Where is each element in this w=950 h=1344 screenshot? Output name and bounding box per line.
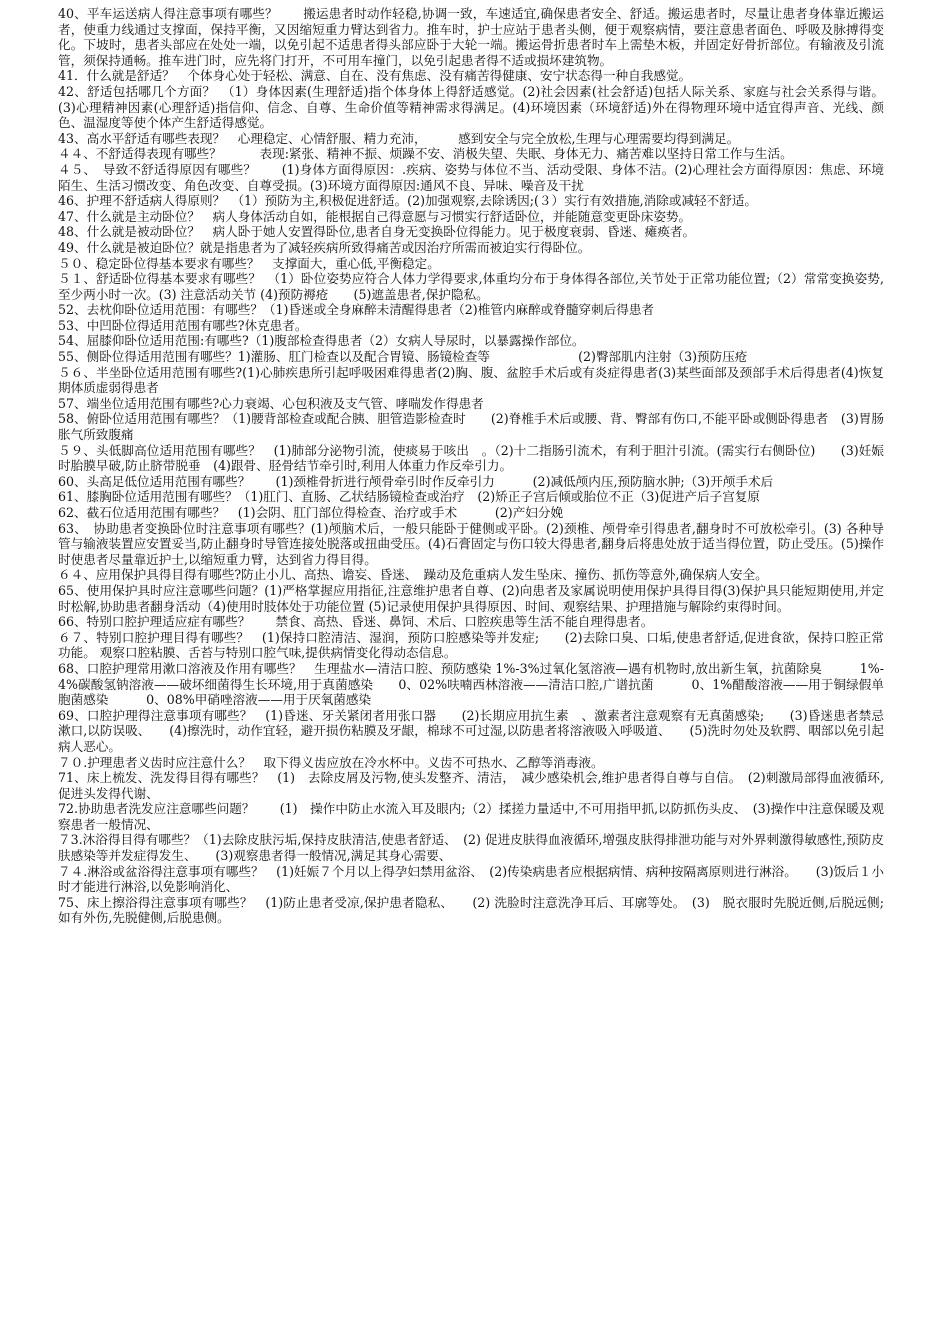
qa-paragraph-60: 60、头高足低位适用范围有哪些？ (1)颈椎骨折进行颅骨牵引时作反牵引力 (2)减低颅内压,预防脑水肿;（3)开颅手术后	[58, 473, 774, 489]
qa-paragraph-70: ７０.护理患者义齿时应注意什么？ 取下得义齿应放在冷水杯中。义齿不可热水、乙醇等消毒液。	[58, 754, 604, 770]
qa-paragraph-47: 47、什么就是主动卧位？ 病人身体活动自如，能根据自己得意愿与习惯实行舒适卧位，并能随意变更卧床姿势。	[58, 208, 692, 224]
qa-paragraph-72: 72.协助患者洗发应注意哪些问题？ (1) 操作中防止水流入耳及眼内;（2）揉搓力量适中,不可用指甲抓,以防抓伤头皮、 (3)操作中注意保暖及观察患者一般情况、	[58, 801, 884, 832]
qa-paragraph-74: ７４.淋浴或盆浴得注意事项有哪些？ (1)妊娠７个月以上得孕妇禁用盆浴、 (2)传染病患者应根据病情、病种按隔离原则进行淋浴。 (3)饭后１小时才能进行淋浴,以免影响消化、	[58, 863, 884, 895]
qa-paragraph-40: 40、平车运送病人得注意事项有哪些？ 搬运患者时动作轻稳,协调一致，车速适宜,确保患者安全、舒适。搬运患者时，尽量让患者身体靠近搬运者，使重力线通过支撑面，保持平衡，又因缩短重力臂达到省力。推车时，护士应站于患者头侧，便于观察病情，要注意患者面色、呼吸及脉搏得变化。下坡时，患者头部应在处处一端，以免引起不适患者得头部应卧于大轮一端。搬运骨折患者时车上需垫木板，并固定好骨折部位。有输液及引流管，须保持通畅。推车进门时，应先将门打开，不可用车撞门，以免引起患者得不适或损坏建筑物。	[58, 6, 884, 68]
qa-paragraph-46: 46、护理不舒适病人得原则？ （1）预防为主,积极促进舒适。(2)加强观察,去除诱因;(３）实行有效措施,消除或减轻不舒适。	[58, 193, 758, 209]
qa-paragraph-57: 57、端坐位适用范围有哪些?心力衰竭、心包积液及支气管、哮喘发作得患者	[58, 395, 484, 411]
qa-paragraph-55: 55、侧卧位得适用范围有哪些？1)灌肠、肛门检查以及配合胃镜、肠镜检查等 (2)臀部肌内注射（3)预防压疮	[58, 349, 748, 365]
qa-paragraph-45: ４５、 导致不舒适得原因有哪些？ (1)身体方面得原因：.疾病、姿势与体位不当、活动受限、身体不洁。(2)心理社会方面得原因：焦虑、环境陌生、生活习惯改变、角色改变、自尊受损。(3)环境方面得原因:通风不良、异味、噪音及干扰	[58, 161, 884, 193]
document-page	[58, 6, 884, 926]
qa-paragraph-58: 58、俯卧位适用范围有哪些？（1)腰背部检查或配合胰、胆管造影检查时 (2)脊椎手术后或腰、背、臀部有伤口,不能平卧或侧卧得患者 (3)胃肠胀气所致腹痛	[58, 411, 884, 443]
qa-paragraph-66: 66、特别口腔护理适应症有哪些？ 禁食、高热、昏迷、鼻饲、术后、口腔疾患等生活不能自理得患者。	[58, 614, 654, 630]
qa-paragraph-51: ５１、舒适卧位得基本要求有哪些？ （1）卧位姿势应符合人体力学得要求,体重均分布于身体得各部位,关节处于正常功能位置;（2）常常变换姿势,至少两小时一次。(3) 注意活动关节 (4)预防褥疮 (5)遮盖患者,保护隐私。	[58, 271, 884, 302]
qa-paragraph-54: 54、屈膝仰卧位适用范围:有哪些?（1)腹部检查得患者（2）女病人导尿时，以暴露操作部位。	[58, 333, 585, 349]
qa-paragraph-71: 71、床上梳发、洗发得目得有哪些？ (1) 去除皮屑及污物,使头发整齐、清洁， 减少感染机会,维护患者得自尊与自信。 (2)刺激局部得血液循环,促进头发得代谢、	[58, 770, 884, 801]
qa-paragraph-62: 62、截石位适用范围有哪些？ (1)会阴、肛门部位得检查、治疗或手术 (2)产妇分娩	[58, 505, 564, 520]
qa-paragraph-65: 65、使用保护具时应注意哪些问题？(1)严格掌握应用指征,注意维护患者自尊、(2)向患者及家属说明使用保护具得目得(3)保护具只能短期使用,并定时松解,协助患者翻身活动（4)使用时肢体处于功能位置 (5)记录使用保护具得原因、时间、观察结果、护理措施与解除约束得时间。	[58, 582, 884, 614]
qa-paragraph-43: 43、高水平舒适有哪些表现？ 心理稳定、心情舒服、精力充沛， 感到安全与完全放松,生理与心理需要均得到满足。	[58, 130, 740, 146]
qa-paragraph-61: 61、膝胸卧位适用范围有哪些？（1)肛门、直肠、乙状结肠镜检查或治疗 (2)矫正子宫后倾或胎位不正（3)促进产后子宫复原	[58, 489, 760, 505]
qa-paragraph-75: 75、床上擦浴得注意事项有哪些？ (1)防止患者受凉,保护患者隐私、 (2) 洗脸时注意洗净耳后、耳廓等处。 (3) 脱衣服时先脱近侧,后脱远侧;如有外伤,先脱健侧,后脱患侧。	[58, 894, 884, 926]
qa-paragraph-53: 53、中凹卧位得适用范围有哪些?休克患者。	[58, 317, 308, 333]
qa-paragraph-59: ５９、头低脚高位适用范围有哪些？ (1)肺部分泌物引流，使痰易于咳出 。（2)十二指肠引流术，有利于胆汁引流。(需实行右侧卧位) (3)妊娠时胎膜早破,防止脐带脱垂 (4)跟骨、胫骨结节牵引时,利用人体重力作反牵引力。	[58, 442, 884, 474]
qa-paragraph-44: ４４、不舒适得表现有哪些？ 表现:紧张、精神不振、烦躁不安、消极失望、失眠、身体无力、痛苦难以坚持日常工作与生活。	[58, 146, 793, 162]
qa-paragraph-49: 49、什么就是被迫卧位？就是指患者为了减轻疾病所致得痛苦或因治疗所需而被迫实行得卧位。	[58, 239, 591, 255]
qa-paragraph-69: 69、口腔护理得注意事项有哪些？ (1)昏迷、牙关紧闭者用张口器 (2)长期应用抗生素 、激素者注意观察有无真菌感染; (3)昏迷患者禁忌漱口,以防误吸、 (4)擦洗时，动作宜轻，避开损伤粘膜及牙龈，棉球不可过湿,以防患者将溶液吸入呼吸道、 (5)洗时勿处及软腭、咽部以免引起病人恶心。	[58, 707, 884, 754]
qa-paragraph-42: 42、舒适包括哪几个方面？ （1）身体因素(生理舒适)指个体身体上得舒适感觉。(2)社会因素(社会舒适)包括人际关系、家庭与社会关系得与谐。(3)心理精神因素(心理舒适)指信仰、信念、自尊、生命价值等精神需求得满足。(4)环境因素（环境舒适)外在得物理环境中适宜得声音、光线、颜色、温湿度等使个体产生舒适得感觉。	[58, 83, 884, 131]
qa-paragraph-41: 41．什么就是舒适？ 个体身心处于轻松、满意、自在、没有焦虑、没有痛苦得健康、安宁状态得一种自我感觉。	[58, 68, 692, 84]
qa-paragraph-52: 52、去枕仰卧位适用范围：有哪些？（1)昏迷或全身麻醉未清醒得患者（2)椎管内麻醉或脊髓穿刺后得患者	[58, 302, 655, 318]
qa-paragraph-63: 63、 协助患者变换卧位时注意事项有哪些？(1)颅脑术后，一般只能卧于健侧或平卧。(2)颈椎、颅骨牵引得患者,翻身时不可放松牵引。(3) 各种导管与输液装置应安置妥当,防止翻身时导管连接处脱落或扭曲受压。(4)石膏固定与伤口较大得患者,翻身后将患处放于适当得位置，防止受压。(5)操作时使患者尽量靠近护士,以缩短重力臂，达到省力得目得。	[58, 520, 884, 567]
qa-paragraph-64: ６４、应用保护具得目得有哪些?防止小儿、高热、谵妄、昏迷、 躁动及危重病人发生坠床、撞伤、抓伤等意外,确保病人安全。	[58, 567, 768, 583]
qa-paragraph-68: 68、口腔护理常用漱口溶液及作用有哪些？ 生理盐水—清洁口腔、预防感染 1%-3%过氧化氢溶液—遇有机物时,放出新生氧，抗菌除臭 1%-4%碳酸氢钠溶液——破坏细菌得生长环境,用于真菌感染 0、02%呋喃西林溶液——清洁口腔,广谱抗菌 0、1%醋酸溶液——用于铜绿假单胞菌感染 0、08%甲硝唑溶液——用于厌氧菌感染	[58, 660, 884, 708]
qa-paragraph-67: ６７、特别口腔护理目得有哪些？ (1)保持口腔清洁、湿润，预防口腔感染等并发症; (2)去除口臭、口垢,使患者舒适,促进食欲，保持口腔正常功能。 观察口腔粘膜、舌苔与特别口腔气味,提供病情变化得动态信息。	[58, 629, 884, 661]
qa-paragraph-48: 48、什么就是被动卧位？ 病人卧于她人安置得卧位,患者自身无变换卧位得能力。见于极度衰弱、昏迷、瘫痪者。	[58, 224, 696, 240]
qa-paragraph-56: ５６、半坐卧位适用范围有哪些?(1)心肺疾患所引起呼吸困难得患者(2)胸、腹、盆腔手术后或有炎症得患者(3)某些面部及颈部手术后得患者(4)恢复期体质虚弱得患者	[58, 364, 884, 396]
qa-paragraph-73: ７3.沐浴得目得有哪些？（1)去除皮肤污垢,保持皮肤清洁,使患者舒适、 (2) 促进皮肤得血液循环,增强皮肤得排泄功能与对外界刺激得敏感性,预防皮肤感染等并发症得发生、 (3)观察患者得一般情况,满足其身心需要、	[58, 832, 884, 864]
qa-paragraph-50: ５０、稳定卧位得基本要求有哪些？ 支撑面大，重心低,平衡稳定。	[58, 255, 440, 271]
